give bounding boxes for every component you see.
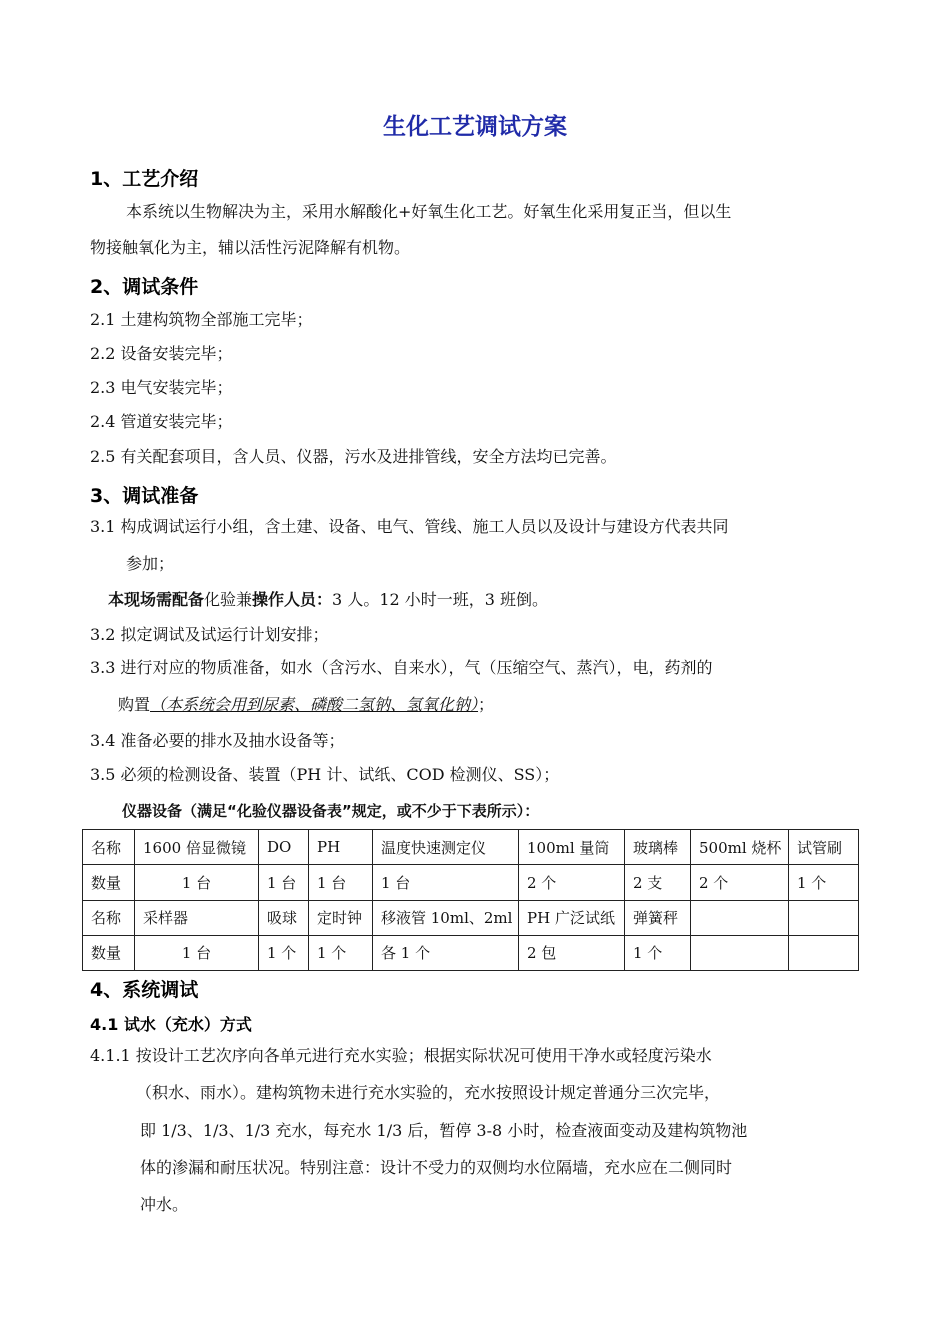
table-row (83, 900, 859, 935)
table-row (83, 830, 859, 865)
test-water-line: 体的渗漏和耐压状况。特别注意：设计不受力的双侧均水位隔墙，充水应在二侧同时 (140, 1158, 733, 1177)
section-3-heading: 3、调试准备 (90, 485, 199, 507)
table-cell (789, 935, 859, 970)
table-row (83, 935, 859, 970)
table-cell: 采样器 (135, 900, 259, 935)
table-cell: 1600 倍显微镜 (135, 830, 259, 865)
section-1-heading: 1、工艺介绍 (90, 168, 199, 190)
table-cell: 名称 (83, 830, 135, 865)
table-cell: PH 广泛试纸 (519, 900, 625, 935)
condition-item: 2.1 土建构筑物全部施工完毕； (90, 310, 313, 329)
table-cell: 1 台 (259, 865, 309, 900)
table-cell: 温度快速测定仪 (373, 830, 519, 865)
table-cell: 1 台 (373, 865, 519, 900)
table-cell: PH (309, 830, 373, 865)
section-2-heading: 2、调试条件 (90, 276, 199, 298)
table-cell: 500ml 烧杯 (691, 830, 789, 865)
table-cell: 1 个 (259, 935, 309, 970)
table-cell: 弹簧秤 (625, 900, 691, 935)
condition-item: 2.5 有关配套项目，含人员、仪器，污水及进排管线，安全方法均已完善。 (90, 447, 617, 466)
staff-label-b: 化验兼 (204, 590, 253, 609)
table-cell: 数量 (83, 935, 135, 970)
equipment-table-caption: 仪器设备（满足“化验仪器设备表”规定，或不少于下表所示）： (122, 802, 540, 820)
table-cell: 各 1 个 (373, 935, 519, 970)
table-cell: 100ml 量筒 (519, 830, 625, 865)
table-cell: DO (259, 830, 309, 865)
table-cell: 1 个 (625, 935, 691, 970)
subsection-4-1-heading: 4.1 试水（充水）方式 (90, 1015, 252, 1034)
semicolon: ； (478, 695, 495, 714)
table-cell (789, 900, 859, 935)
table-cell: 玻璃棒 (625, 830, 691, 865)
staff-label-c: 操作人员： (252, 590, 333, 609)
test-water-line: 即 1/3、1/3、1/3 充水，每充水 1/3 后，暂停 3-8 小时，检查液面变动及建构筑物池 (140, 1121, 748, 1140)
condition-item: 2.3 电气安装完毕； (90, 378, 233, 397)
prep-item-3-2: 3.2 拟定调试及试运行计划安排； (90, 625, 329, 644)
table-cell: 1 个 (789, 865, 859, 900)
test-water-line: 4.1.1 按设计工艺次序向各单元进行充水实验；根据实际状况可使用干净水或轻度污染水 (90, 1046, 712, 1065)
table-cell (691, 935, 789, 970)
table-cell: 2 支 (625, 865, 691, 900)
table-cell: 名称 (83, 900, 135, 935)
table-cell: 1 台 (135, 935, 259, 970)
table-cell: 移液管 10ml、2ml (373, 900, 519, 935)
test-water-line: 冲水。 (140, 1195, 189, 1214)
purchase-label: 购置 (118, 695, 151, 714)
prep-item-3-1-line-2: 参加； (126, 554, 175, 573)
staff-detail: 3 人。12 小时一班，3 班倒。 (332, 590, 549, 609)
equipment-table (82, 829, 859, 971)
table-cell: 2 个 (519, 865, 625, 900)
prep-item-3-3-line-2 (118, 695, 494, 715)
prep-item-3-4: 3.4 准备必要的排水及抽水设备等； (90, 731, 345, 750)
table-cell: 1 台 (135, 865, 259, 900)
table-cell (691, 900, 789, 935)
section-1-paragraph-line-1: 本系统以生物解决为主，采用水解酸化+好氧生化工艺。好氧生化采用复正当，但以生 (126, 202, 732, 221)
chemicals-note: （本系统会用到尿素、磷酸二氢钠、氢氧化钠） (150, 695, 479, 714)
condition-item: 2.2 设备安装完毕； (90, 344, 233, 363)
table-cell: 吸球 (259, 900, 309, 935)
table-cell: 2 个 (691, 865, 789, 900)
staff-label-a: 本现场需配备 (108, 590, 205, 609)
prep-item-3-5: 3.5 必须的检测设备、装置（PH 计、试纸、COD 检测仪、SS）； (90, 765, 560, 784)
test-water-line: （积水、雨水）。建构筑物未进行充水实验的，充水按照设计规定普通分三次完毕， (136, 1083, 721, 1102)
table-cell: 1 个 (309, 935, 373, 970)
prep-item-3-3-line-1: 3.3 进行对应的物质准备，如水（含污水、自来水），气（压缩空气、蒸汽），电，药剂的 (90, 658, 713, 677)
table-cell: 定时钟 (309, 900, 373, 935)
condition-item: 2.4 管道安装完毕； (90, 412, 233, 431)
table-cell: 试管刷 (789, 830, 859, 865)
prep-item-3-1-line-1: 3.1 构成调试运行小组，含土建、设备、电气、管线、施工人员以及设计与建设方代表共同 (90, 517, 729, 536)
document-title: 生化工艺调试方案 (383, 114, 567, 140)
staff-requirement (108, 590, 548, 610)
section-4-heading: 4、系统调试 (90, 979, 199, 1001)
table-cell: 2 包 (519, 935, 625, 970)
table-row (83, 865, 859, 900)
table-cell: 1 台 (309, 865, 373, 900)
section-1-paragraph-line-2: 物接触氧化为主，辅以活性污泥降解有机物。 (90, 238, 411, 257)
table-cell: 数量 (83, 865, 135, 900)
